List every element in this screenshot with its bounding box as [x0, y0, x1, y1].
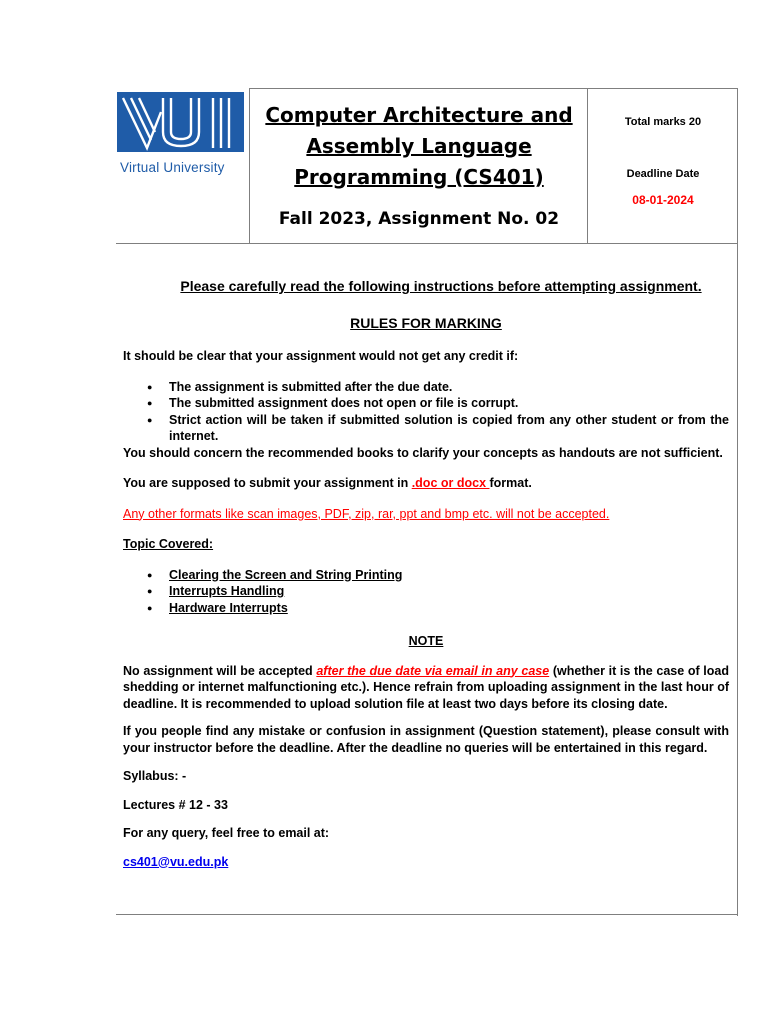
document-body: [123, 278, 729, 870]
assignment-title: Fall 2023, Assignment No. 02: [278, 209, 560, 229]
topic-heading: Topic Covered:: [123, 537, 214, 551]
books-note: You should concern the recommended books to clarify your concepts as handouts are not sufficient.: [123, 445, 723, 460]
page-right-border: [737, 88, 738, 916]
format-text-after: format.: [489, 476, 532, 490]
format-text-before: You are supposed to submit your assignment in: [123, 476, 412, 490]
format-extensions: .doc or docx: [411, 476, 490, 490]
total-marks: Total marks 20: [624, 116, 702, 128]
deadline-date: 08-01-2024: [632, 193, 694, 207]
vu-logo-icon: [117, 92, 244, 152]
note-p1-before: No assignment will be accepted: [123, 663, 317, 678]
syllabus-label: Syllabus: -: [123, 769, 187, 783]
lectures-range: Lectures # 12 - 33: [123, 797, 228, 812]
rule-item: ● Strict action will be taken if submitted solution is copied from any other student or from the internet.: [169, 412, 729, 445]
instructions-heading: Please carefully read the following instructions before attempting assignment.: [180, 278, 702, 294]
rule-item: ● The assignment is submitted after the due date.: [169, 379, 729, 396]
note-paragraph-1: [123, 663, 729, 713]
topics-list: [123, 567, 729, 617]
course-title-line-1: Computer Architecture and: [265, 103, 573, 127]
page-bottom-border: [116, 914, 738, 915]
logo-text: Virtual University: [120, 160, 225, 175]
rule-item: ● The submitted assignment does not open or file is corrupt.: [169, 395, 729, 412]
rules-heading: [123, 315, 729, 332]
rules-heading-text: RULES FOR MARKING: [350, 314, 502, 331]
query-text: For any query, feel free to email at:: [123, 826, 330, 840]
contact-email-link[interactable]: cs401@vu.edu.pk: [123, 854, 229, 869]
header-bottom-border: [116, 243, 738, 244]
topic-item: ● Clearing the Screen and String Printing: [169, 567, 729, 584]
other-formats-warning: Any other formats like scan images, PDF, zip, rar, ppt and bmp etc. will not be accepted.: [123, 506, 610, 521]
header-top-border: [249, 88, 738, 89]
header-divider-right: [587, 88, 588, 244]
note-p1-emphasis: after the due date via email in any case: [316, 663, 550, 678]
course-title-line-2: Assembly Language: [306, 134, 532, 158]
course-title-line-3: Programming (CS401): [294, 165, 544, 189]
header-side-info: [590, 110, 736, 207]
note-heading: NOTE: [408, 634, 444, 648]
note-p1-after: (whether it is the case of load shedding or internet malfunctioning etc.). Hence refrain from uploading assignment in the last hour of deadline. It is recommended to upload solution file at least two days before its closing date.: [123, 663, 729, 711]
credit-intro: It should be clear that your assignment would not get any credit if:: [123, 349, 519, 363]
rules-list: [123, 379, 729, 445]
contact-email-line: [123, 854, 729, 871]
topic-item: ● Interrupts Handling: [169, 583, 729, 600]
university-logo: [116, 90, 244, 182]
topic-item: ● Hardware Interrupts: [169, 600, 729, 617]
header-title-block: [252, 100, 586, 229]
note-paragraph-2: If you people find any mistake or confusion in assignment (Question statement), please consult with your instructor before the deadline. After the deadline no queries will be entertained in this regard.: [123, 724, 729, 755]
format-instruction: [123, 475, 729, 492]
deadline-label: Deadline Date: [626, 168, 700, 180]
header-divider-left: [249, 88, 250, 244]
